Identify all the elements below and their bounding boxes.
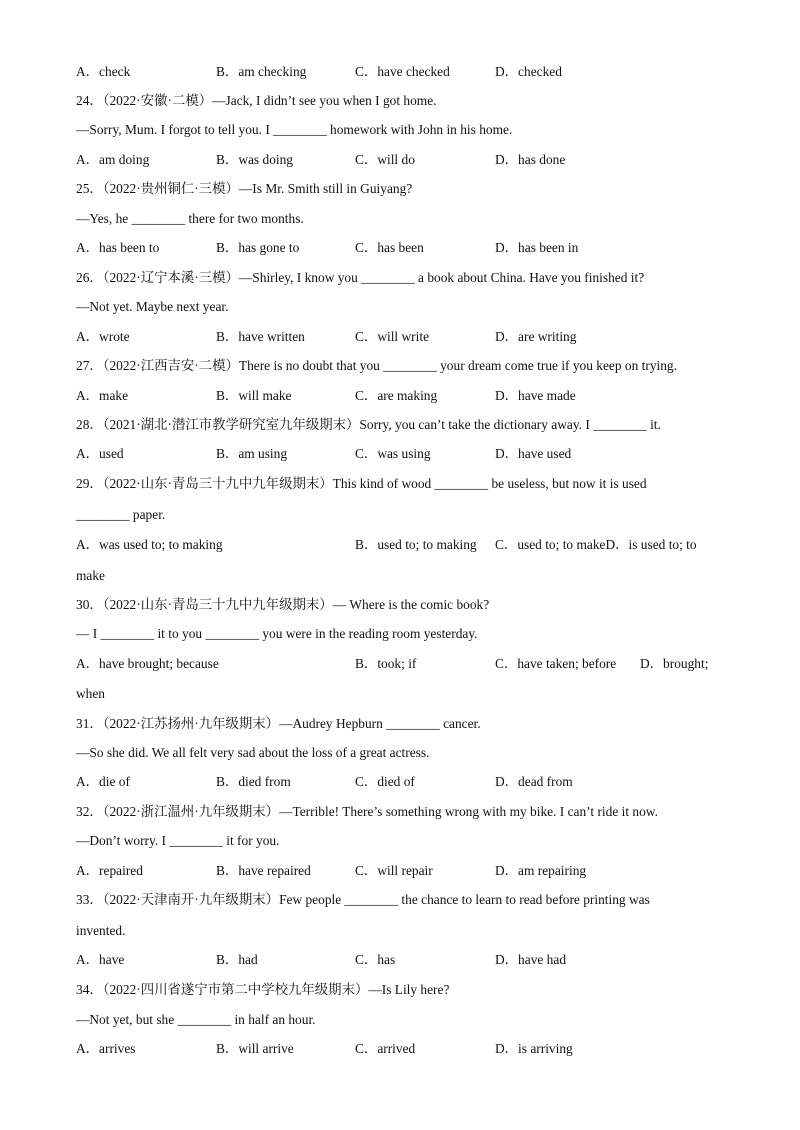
q26-option-d[interactable]: D．are writing [495, 329, 577, 344]
q25-option-c[interactable]: C．has been [355, 240, 424, 255]
q29-option-a[interactable]: A．was used to; to making [76, 537, 223, 552]
q28-option-d[interactable]: D．have used [495, 446, 572, 461]
q25-stem: 25．（2022·贵州铜仁·三模）—Is Mr. Smith still in Guiyang? [76, 181, 413, 196]
q29-option-wrap: make [76, 568, 105, 583]
q26-option-c[interactable]: C．will write [355, 329, 430, 344]
q24-options [76, 150, 724, 170]
q33-stem: 33．（2022·天津南开·九年级期末）Few people ________ the chance to learn to read before printing was [76, 892, 650, 907]
q24-option-b[interactable]: B．was doing [216, 152, 293, 167]
q34-line2: —Not yet, but she ________ in half an hour. [76, 1012, 316, 1027]
q30-options [76, 654, 724, 674]
q33-option-d[interactable]: D．have had [495, 952, 567, 967]
q34-option-a[interactable]: A．arrives [76, 1041, 136, 1056]
q27-option-d[interactable]: D．have made [495, 388, 576, 403]
q28-option-a[interactable]: A．used [76, 446, 124, 461]
q32-option-d[interactable]: D．am repairing [495, 863, 587, 878]
q26-options [76, 327, 724, 347]
q24-line2: —Sorry, Mum. I forgot to tell you. I ________ homework with John in his home. [76, 122, 513, 137]
q32-option-b[interactable]: B．have repaired [216, 863, 311, 878]
q25-options [76, 238, 724, 258]
q29-line2: ________ paper. [76, 507, 166, 522]
q24-option-a[interactable]: A．am doing [76, 152, 150, 167]
q29-stem: 29．（2022·山东·青岛三十九中九年级期末）This kind of wood ________ be useless, but now it is used [76, 476, 647, 491]
q28-option-b[interactable]: B．am using [216, 446, 288, 461]
q34-options [76, 1039, 724, 1059]
q32-option-c[interactable]: C．will repair [355, 863, 433, 878]
q32-options [76, 861, 724, 881]
q23-option-c[interactable]: C．have checked [355, 64, 450, 79]
q23-option-d[interactable]: D．checked [495, 64, 562, 79]
q28-stem: 28．（2021·湖北·潜江市教学研究室九年级期末）Sorry, you can’t take the dictionary away. I ________ it. [76, 417, 661, 432]
q23-option-b[interactable]: B．am checking [216, 64, 307, 79]
q29-option-b[interactable]: B．used to; to making [355, 537, 477, 552]
q33-options [76, 950, 724, 970]
q34-option-b[interactable]: B．will arrive [216, 1041, 294, 1056]
q27-stem: 27．（2022·江西吉安·二模）There is no doubt that you ________ your dream come true if you keep on trying. [76, 358, 677, 373]
q23-options [76, 62, 724, 82]
q31-option-b[interactable]: B．died from [216, 774, 291, 789]
q25-option-a[interactable]: A．has been to [76, 240, 160, 255]
q25-option-b[interactable]: B．has gone to [216, 240, 300, 255]
q23-option-a[interactable]: A．check [76, 64, 131, 79]
q31-option-d[interactable]: D．dead from [495, 774, 573, 789]
q26-option-b[interactable]: B．have written [216, 329, 305, 344]
q31-option-a[interactable]: A．die of [76, 774, 130, 789]
q30-option-a[interactable]: A．have brought; because [76, 656, 219, 671]
q30-option-c[interactable]: C．have taken; before [495, 656, 617, 671]
q30-stem: 30．（2022·山东·青岛三十九中九年级期末）— Where is the comic book? [76, 597, 490, 612]
q30-option-wrap: when [76, 686, 106, 701]
q34-option-d[interactable]: D．is arriving [495, 1041, 573, 1056]
q30-option-b[interactable]: B．took; if [355, 656, 417, 671]
q28-options [76, 444, 724, 464]
q27-option-b[interactable]: B．will make [216, 388, 292, 403]
q26-stem: 26．（2022·辽宁本溪·三模）—Shirley, I know you ________ a book about China. Have you finished it? [76, 270, 645, 285]
q27-option-c[interactable]: C．are making [355, 388, 438, 403]
q24-option-d[interactable]: D．has done [495, 152, 566, 167]
q32-option-a[interactable]: A．repaired [76, 863, 143, 878]
q28-option-c[interactable]: C．was using [355, 446, 431, 461]
q31-options [76, 772, 724, 792]
q25-option-d[interactable]: D．has been in [495, 240, 579, 255]
q30-line2: — I ________ it to you ________ you were in the reading room yesterday. [76, 626, 478, 641]
q31-option-c[interactable]: C．died of [355, 774, 415, 789]
q33-option-a[interactable]: A．have [76, 952, 125, 967]
q25-line2: —Yes, he ________ there for two months. [76, 211, 304, 226]
q33-line2: invented. [76, 923, 126, 938]
q27-options [76, 386, 724, 406]
q26-option-a[interactable]: A．wrote [76, 329, 130, 344]
q29-option-cd[interactable]: C．used to; to makeD．is used to; to [495, 537, 697, 552]
q29-options [76, 535, 724, 555]
q27-option-a[interactable]: A．make [76, 388, 129, 403]
q32-line2: —Don’t worry. I ________ it for you. [76, 833, 280, 848]
q31-line2: —So she did. We all felt very sad about the loss of a great actress. [76, 745, 430, 760]
q34-stem: 34．（2022·四川省遂宁市第二中学校九年级期末）—Is Lily here? [76, 982, 450, 997]
q31-stem: 31．（2022·江苏扬州·九年级期末）—Audrey Hepburn ________ cancer. [76, 716, 481, 731]
q24-stem: 24．（2022·安徽·二模）—Jack, I didn’t see you when I got home. [76, 93, 437, 108]
q26-line2: —Not yet. Maybe next year. [76, 299, 229, 314]
q32-stem: 32．（2022·浙江温州·九年级期末）—Terrible! There’s something wrong with my bike. I can’t ride it now. [76, 804, 658, 819]
q24-option-c[interactable]: C．will do [355, 152, 415, 167]
q33-option-b[interactable]: B．had [216, 952, 258, 967]
q33-option-c[interactable]: C．has [355, 952, 396, 967]
q30-option-d[interactable]: D．brought; [640, 656, 709, 671]
q34-option-c[interactable]: C．arrived [355, 1041, 416, 1056]
